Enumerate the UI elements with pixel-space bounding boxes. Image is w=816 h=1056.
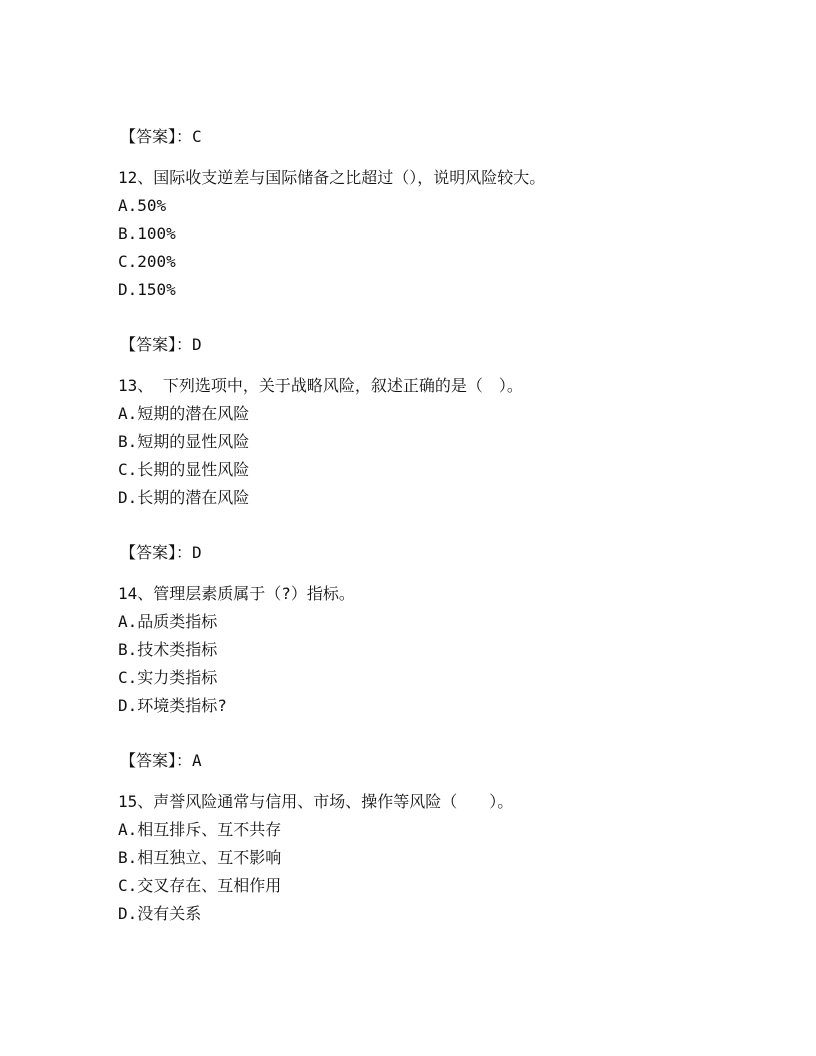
option-c: C.实力类指标 <box>118 668 218 687</box>
question-stem: 12、国际收支逆差与国际储备之比超过（），说明风险较大。 <box>118 168 546 187</box>
option-c: C.交叉存在、互相作用 <box>118 876 282 895</box>
answer-label: 【答案】：C <box>120 127 202 146</box>
option-d: D.150% <box>118 280 176 299</box>
option-d: D.没有关系 <box>118 904 202 923</box>
option-b: B.相互独立、互不影响 <box>118 848 282 867</box>
option-a: A.品质类指标 <box>118 612 218 631</box>
question-stem: 15、声誉风险通常与信用、市场、操作等风险（ ）。 <box>118 792 514 811</box>
option-d: D.长期的潜在风险 <box>118 488 250 507</box>
answer-label: 【答案】：D <box>120 335 202 354</box>
option-c: C.200% <box>118 252 176 271</box>
option-a: A.相互排斥、互不共存 <box>118 820 282 839</box>
option-d: D.环境类指标? <box>118 696 227 715</box>
option-c: C.长期的显性风险 <box>118 460 250 479</box>
answer-label: 【答案】：D <box>120 543 202 562</box>
answer-label: 【答案】：A <box>120 751 202 770</box>
question-stem: 14、管理层素质属于（?）指标。 <box>118 584 355 603</box>
option-b: B.短期的显性风险 <box>118 432 250 451</box>
option-b: B.技术类指标 <box>118 640 218 659</box>
option-a: A.短期的潜在风险 <box>118 404 250 423</box>
option-b: B.100% <box>118 224 176 243</box>
option-a: A.50% <box>118 196 167 215</box>
question-stem: 13、 下列选项中，关于战略风险，叙述正确的是（ ）。 <box>118 376 523 395</box>
